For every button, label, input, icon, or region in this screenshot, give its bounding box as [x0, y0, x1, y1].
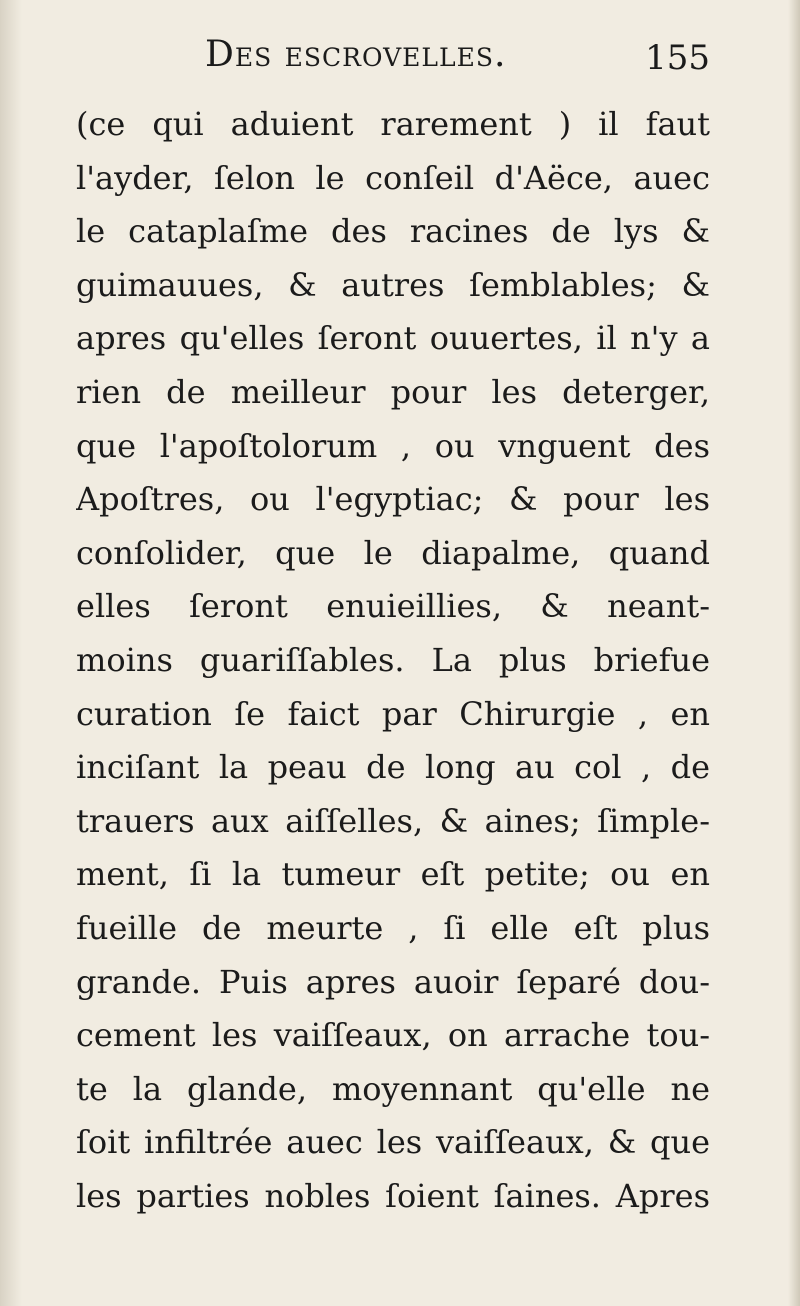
text-line: que l'apoſtolorum , ou vnguent des [76, 426, 710, 465]
text-line: rien de meilleur pour les deterger, [76, 372, 710, 411]
text-line: fueille de meurte , ſi elle eſt plus [76, 908, 710, 947]
text-line: l'ayder, ſelon le conſeil d'Aëce, auec [76, 158, 710, 197]
text-line: les parties nobles ſoient ſaines. Apres [76, 1176, 710, 1215]
text-line: te la glande, moyennant qu'elle ne [76, 1069, 710, 1108]
text-line: le cataplaſme des racines de lys & [76, 212, 710, 251]
text-line: curation ſe faict par Chirurgie , en [76, 694, 710, 733]
text-line: apres qu'elles ſeront ouuertes, il n'y a [76, 319, 710, 358]
text-line: Apoſtres, ou l'egyptiac; & pour les [76, 480, 710, 519]
text-line: trauers aux aiſſelles, & aines; ſimple- [76, 801, 710, 840]
text-line: cement les vaiſſeaux, on arrache tou- [76, 1016, 710, 1055]
text-line: conſolider, que le diapalme, quand [76, 533, 710, 572]
text-line: guimauues, & autres ſemblables; & [76, 265, 710, 304]
text-line: elles ſeront enuieillies, & neant- [76, 587, 710, 626]
page-header [205, 34, 710, 94]
text-line: (ce qui aduient rarement ) il faut [76, 105, 710, 143]
text-line: inciſant la peau de long au col , de [76, 748, 710, 787]
text-line: ſoit infiltrée auec les vaiſſeaux, & que [76, 1123, 710, 1162]
text-line: ment, ſi la tumeur eſt petite; ou en [76, 855, 710, 894]
body-text [76, 98, 710, 1223]
text-line: grande. Puis apres auoir ſeparé dou- [76, 962, 710, 1001]
text-line: moins guariſſables. La plus briefue [76, 640, 710, 679]
page-number: 155 [645, 38, 710, 78]
running-head: Des escrovelles. [205, 34, 507, 75]
